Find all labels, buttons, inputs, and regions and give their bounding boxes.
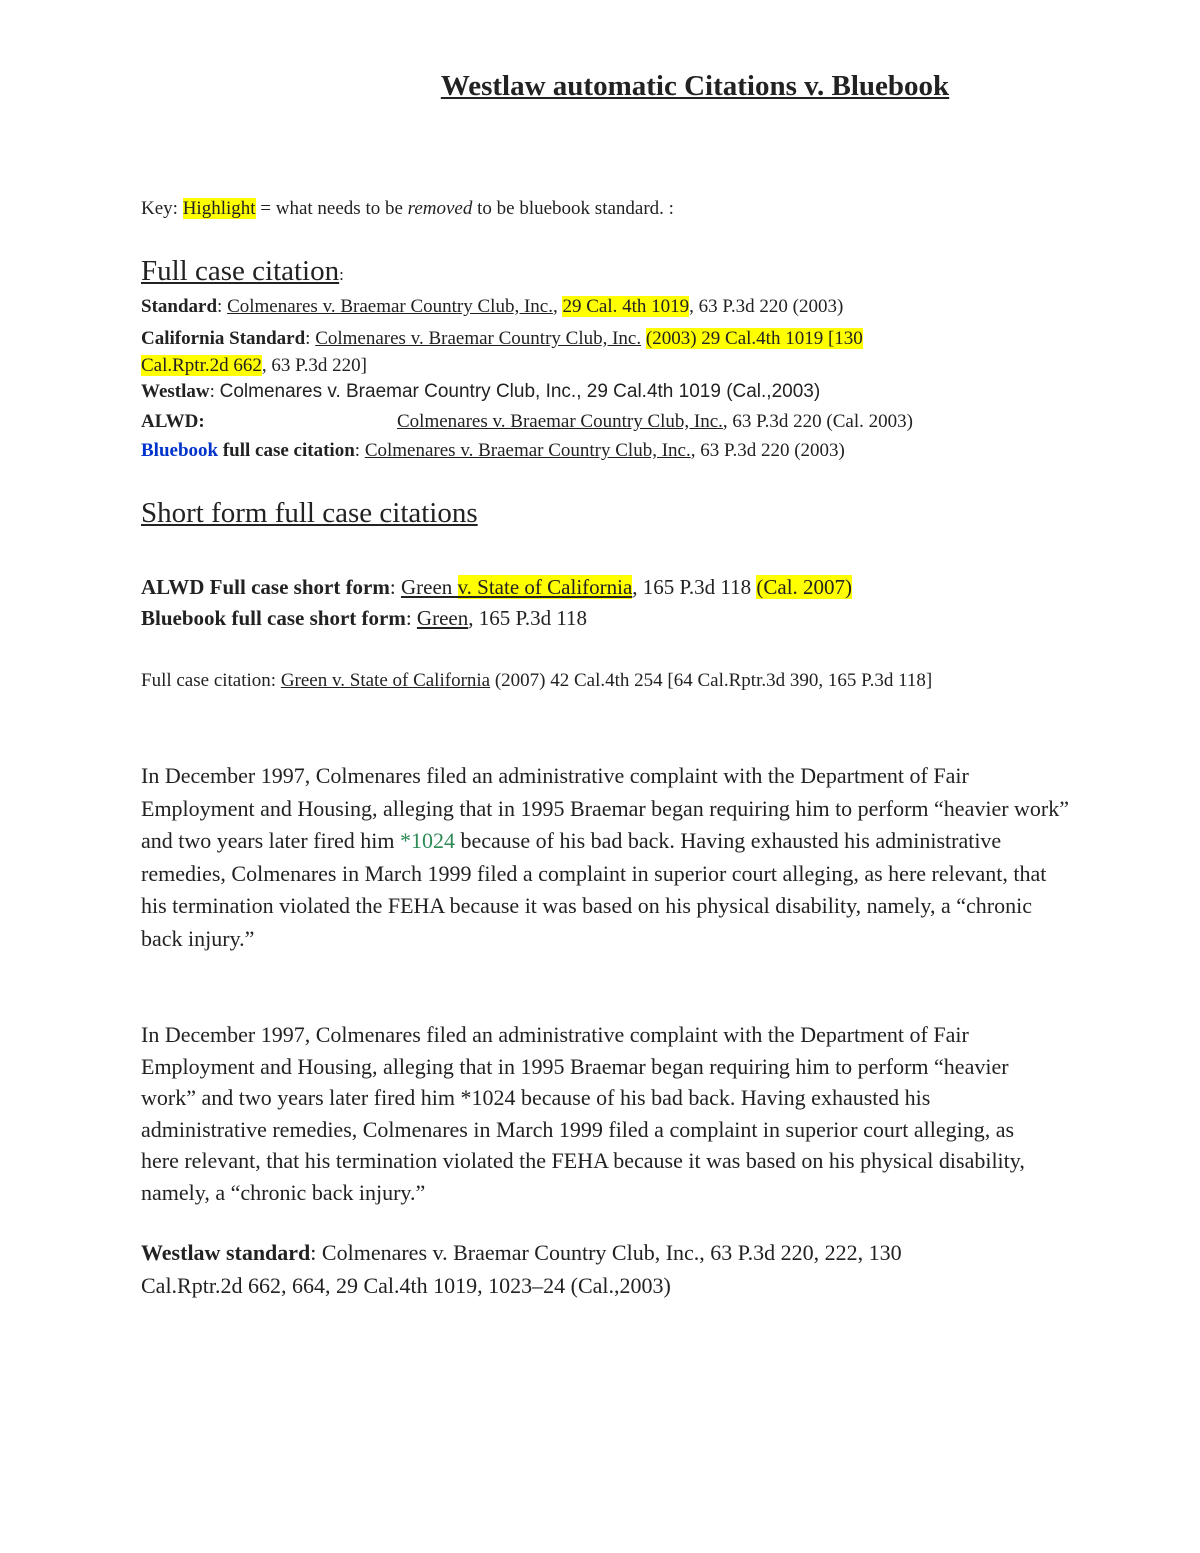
westlaw-label: Westlaw (141, 381, 210, 402)
comma: , (552, 296, 563, 317)
citation-middle: , 165 P.3d 118 (632, 575, 757, 599)
case-name: Colmenares v. Braemar Country Club, Inc. (397, 411, 723, 432)
separator: : (305, 328, 316, 349)
paragraph-text-before: In December 1997, Colmenares filed an administrative complaint with the Department of Fair Employment and Housing, alleging that in 1995 Braemar began requiring him to perform “heavier work” and two years later fired him (141, 763, 1070, 853)
key-prefix: Key: (141, 198, 183, 219)
highlighted-court-year: (Cal. 2007) (756, 575, 853, 599)
alwd-citation-line (141, 411, 205, 433)
key-highlight-sample: Highlight (182, 198, 256, 219)
star-page-reference: *1024 (400, 828, 456, 853)
alwd-label: ALWD: (141, 411, 205, 432)
bluebook-citation-line (141, 440, 845, 462)
alwd-short-label: ALWD Full case short form (141, 575, 390, 599)
case-name: Colmenares v. Braemar Country Club, Inc. (315, 328, 642, 349)
full-citation-label: Full case citation: (141, 670, 281, 691)
key-italic-word: removed (407, 198, 473, 219)
case-name: Green v. State of California (280, 670, 491, 691)
citation-rest: , 165 P.3d 118 (468, 606, 588, 630)
key-suffix: to be bluebook standard. : (472, 198, 674, 219)
separator: : (354, 440, 365, 461)
bluebook-label-rest: full case citation (218, 440, 355, 461)
separator: : (209, 381, 220, 402)
standard-label: Standard (141, 296, 218, 317)
paragraph-plain-excerpt: In December 1997, Colmenares filed an administrative complaint with the Department of Fair Employment and Housing, alleging that in 1995 Braemar began requiring him to perform “heavier work” and two years later fired him *1024 because of his bad back. Having exhausted his administrative remedies, Colmenares in March 1999 filed a complaint in superior court alleging, as here relevant, that his termination violated the FEHA because it was based on his physical disability, namely, a “chronic back injury.” (141, 1022, 1025, 1205)
key-middle: = what needs to be (255, 198, 408, 219)
bluebook-label: Bluebook (141, 440, 219, 461)
full-case-citation-line (141, 670, 932, 692)
citation-rest: (2007) 42 Cal.4th 254 [64 Cal.Rptr.3d 390, 165 P.3d 118] (490, 670, 933, 691)
westlaw-citation-line (141, 381, 820, 403)
case-name: Green (416, 606, 469, 630)
key-line (141, 198, 674, 220)
bluebook-short-form-line (141, 606, 587, 631)
highlighted-reporter: (2003) 29 Cal.4th 1019 [130 (645, 328, 863, 349)
case-name: Colmenares v. Braemar Country Club, Inc. (364, 440, 691, 461)
citation-rest: , 63 P.3d 220] (261, 355, 367, 376)
citation-rest: , 63 P.3d 220 (Cal. 2003) (722, 411, 913, 432)
highlighted-reporter-continued: Cal.Rptr.2d 662 (141, 355, 262, 376)
case-name-highlighted: v. State of California (457, 575, 633, 599)
bluebook-short-label: Bluebook full case short form (141, 606, 406, 630)
westlaw-standard-text: Colmenares v. Braemar Country Club, Inc., 63 P.3d 220, 222, 130 Cal.Rptr.2d 662, 664, 29 Cal.4th 1019, 1023–24 (Cal.,2003) (141, 1240, 902, 1298)
california-standard-label: California Standard (141, 328, 306, 349)
paragraph-text-after: because of his bad back. Having exhausted his administrative remedies, Colmenares in March 1999 filed a complaint in superior court alleging, as here relevant, that his termination violated the FEHA because it was based on his physical disability, namely, a “chronic back injury.” (141, 828, 1047, 951)
separator: : (405, 606, 417, 630)
citation-rest: , 63 P.3d 220 (2003) (689, 296, 844, 317)
citation-rest: , 63 P.3d 220 (2003) (690, 440, 845, 461)
separator: : (310, 1240, 322, 1265)
alwd-short-form-line (141, 575, 852, 600)
section-heading-text: Full case citation (141, 255, 340, 287)
section-heading-short-form: Short form full case citations (141, 497, 478, 529)
section-heading-colon: : (339, 265, 344, 284)
highlighted-reporter: 29 Cal. 4th 1019 (562, 296, 690, 317)
westlaw-citation-text: Colmenares v. Braemar Country Club, Inc., 29 Cal.4th 1019 (Cal.,2003) (219, 381, 821, 402)
california-standard-citation (141, 325, 863, 379)
westlaw-standard-citation (141, 1237, 991, 1302)
standard-citation-line (141, 296, 843, 318)
paragraph-westlaw-excerpt (141, 760, 1071, 955)
separator: : (217, 296, 228, 317)
page-title: Westlaw automatic Citations v. Bluebook (440, 70, 950, 102)
case-name: Colmenares v. Braemar Country Club, Inc. (227, 296, 553, 317)
case-name-start: Green (400, 575, 458, 599)
section-heading-full-case (141, 255, 344, 288)
alwd-citation-text (397, 411, 913, 433)
separator: : (389, 575, 401, 599)
westlaw-standard-label: Westlaw standard (141, 1240, 311, 1265)
